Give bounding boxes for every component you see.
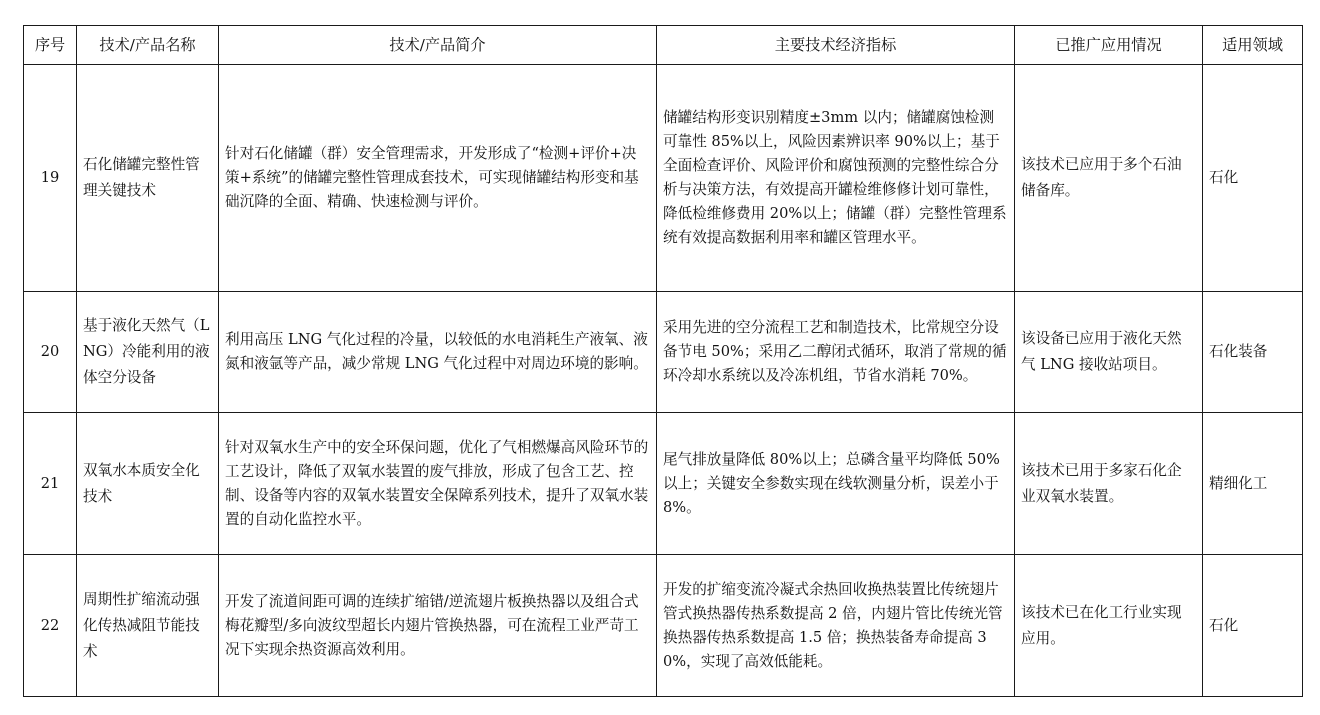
row-name: 基于液化天然气（LNG）冷能利用的液体空分设备: [77, 292, 219, 413]
header-indicators: 主要技术经济指标: [657, 26, 1015, 65]
row-intro: 开发了流道间距可调的连续扩缩错/逆流翅片板换热器以及组合式梅花瓣型/多向波纹型超长内翅片管换热器，可在流程工业严苛工况下实现余热资源高效利用。: [219, 555, 657, 697]
row-number: 22: [24, 555, 77, 697]
row-intro: 针对石化储罐（群）安全管理需求，开发形成了“检测+评价+决策+系统”的储罐完整性管理成套技术，可实现储罐结构形变和基础沉降的全面、精确、快速检测与评价。: [219, 65, 657, 292]
row-application: 该技术已用于多家石化企业双氧水装置。: [1015, 413, 1203, 555]
table-header-row: [24, 26, 1303, 65]
row-indicators: 采用先进的空分流程工艺和制造技术，比常规空分设备节电 50%；采用乙二醇闭式循环，取消了常规的循环冷却水系统以及冷冻机组，节省水消耗 70%。: [657, 292, 1015, 413]
row-field: 石化: [1203, 555, 1303, 697]
row-application: 该技术已应用于多个石油储备库。: [1015, 65, 1203, 292]
row-indicators: 开发的扩缩变流冷凝式余热回收换热装置比传统翅片管式换热器传热系数提高 2 倍，内翅片管比传统光管换热器传热系数提高 1.5 倍；换热装备寿命提高 30%，实现了高效低能耗。: [657, 555, 1015, 697]
row-number: 21: [24, 413, 77, 555]
header-name: 技术/产品名称: [77, 26, 219, 65]
header-application: 已推广应用情况: [1015, 26, 1203, 65]
table-row: [24, 413, 1303, 555]
row-number: 19: [24, 65, 77, 292]
row-indicators: 尾气排放量降低 80%以上；总磷含量平均降低 50%以上；关键安全参数实现在线软测量分析，误差小于 8%。: [657, 413, 1015, 555]
row-field: 石化装备: [1203, 292, 1303, 413]
technology-table: [23, 25, 1303, 697]
row-name: 石化储罐完整性管理关键技术: [77, 65, 219, 292]
table-row: [24, 555, 1303, 697]
row-name: 周期性扩缩流动强化传热减阻节能技术: [77, 555, 219, 697]
row-intro: 针对双氧水生产中的安全环保问题，优化了气相燃爆高风险环节的工艺设计，降低了双氧水装置的废气排放，形成了包含工艺、控制、设备等内容的双氧水装置安全保障系列技术，提升了双氧水装置的自动化监控水平。: [219, 413, 657, 555]
table-row: [24, 65, 1303, 292]
row-application: 该技术已在化工行业实现应用。: [1015, 555, 1203, 697]
header-intro: 技术/产品简介: [219, 26, 657, 65]
row-indicators: 储罐结构形变识别精度±3mm 以内；储罐腐蚀检测可靠性 85%以上，风险因素辨识率 90%以上；基于全面检查评价、风险评价和腐蚀预测的完整性综合分析与决策方法，有效提高开罐检维修修计划可靠性，降低检维修费用 20%以上；储罐（群）完整性管理系统有效提高数据利用率和罐区管理水平。: [657, 65, 1015, 292]
row-number: 20: [24, 292, 77, 413]
row-field: 石化: [1203, 65, 1303, 292]
header-number: 序号: [24, 26, 77, 65]
row-application: 该设备已应用于液化天然气 LNG 接收站项目。: [1015, 292, 1203, 413]
row-field: 精细化工: [1203, 413, 1303, 555]
row-intro: 利用高压 LNG 气化过程的冷量，以较低的水电消耗生产液氧、液氮和液氩等产品，减少常规 LNG 气化过程中对周边环境的影响。: [219, 292, 657, 413]
table-row: [24, 292, 1303, 413]
row-name: 双氧水本质安全化技术: [77, 413, 219, 555]
header-field: 适用领域: [1203, 26, 1303, 65]
